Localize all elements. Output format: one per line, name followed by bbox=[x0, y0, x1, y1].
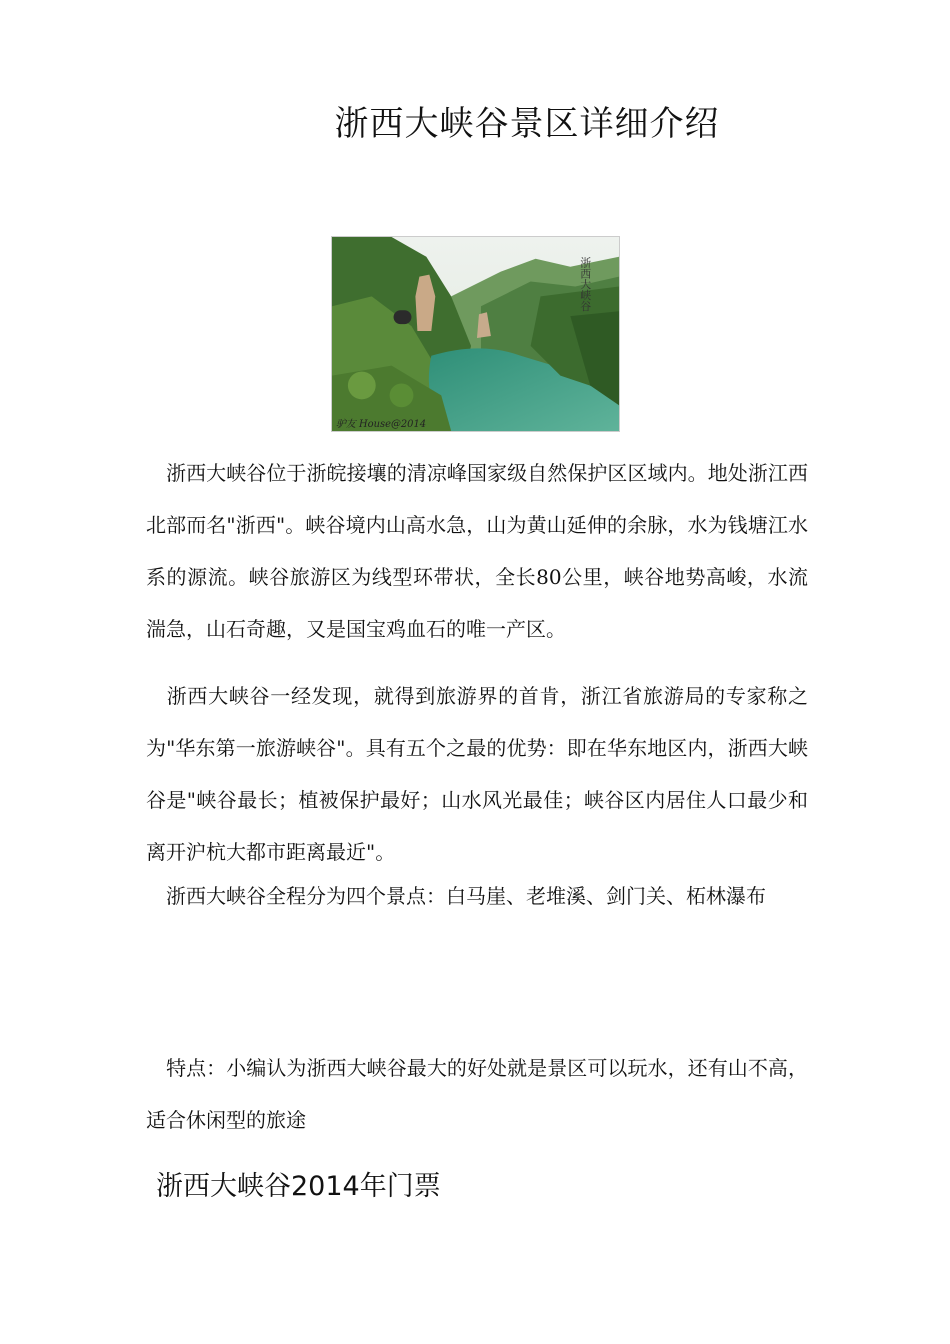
paragraph-features bbox=[146, 1042, 808, 1146]
paragraph-features-text: 特点：小编认为浙西大峡谷最大的好处就是景区可以玩水，还有山不高，适合休闲型的旅途 bbox=[146, 1056, 808, 1132]
paragraph-scenic-spots-text: 浙西大峡谷全程分为四个景点：白马崖、老堆溪、剑门关、柘林瀑布 bbox=[166, 884, 766, 908]
canyon-landscape-image bbox=[332, 237, 619, 431]
paragraph-reputation-text: 浙西大峡谷一经发现，就得到旅游界的首肯，浙江省旅游局的专家称之为"华东第一旅游峡谷"。具有五个之最的优势：即在华东地区内，浙西大峡谷是"峡谷最长；植被保护最好；山水风光最佳；峡谷区内居住人口最少和离开沪杭大都市距离最近"。 bbox=[146, 684, 809, 864]
paragraph-intro-text: 浙西大峡谷位于浙皖接壤的清凉峰国家级自然保护区区域内。地处浙江西北部而名"浙西"。峡谷境内山高水急，山为黄山延伸的余脉，水为钱塘江水系的源流。峡谷旅游区为线型环带状，全长80公里，峡谷地势高峻，水流湍急，山石奇趣，又是国宝鸡血石的唯一产区。 bbox=[146, 461, 808, 641]
paragraph-scenic-spots bbox=[146, 870, 808, 922]
paragraph-reputation bbox=[146, 670, 808, 878]
page-title: 浙西大峡谷景区详细介绍 bbox=[334, 104, 720, 144]
paragraph-intro bbox=[146, 447, 808, 655]
photo-watermark: 驴友 House@2014 bbox=[335, 419, 427, 431]
canyon-photo bbox=[331, 236, 620, 432]
ticket-section-heading: 浙西大峡谷2014年门票 bbox=[156, 1171, 441, 1202]
photo-vertical-caption: 浙西大峡谷 bbox=[578, 256, 592, 312]
